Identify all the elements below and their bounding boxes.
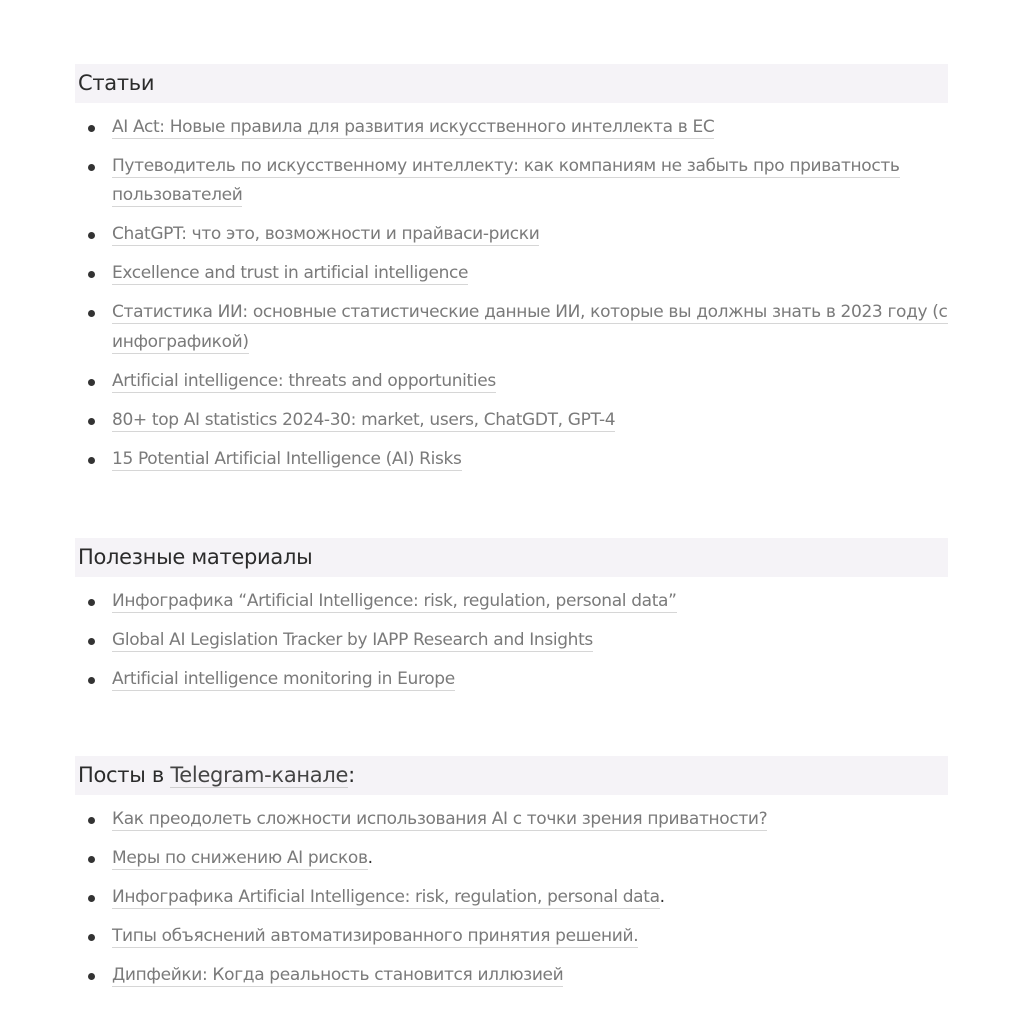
list-item	[75, 220, 948, 250]
heading-prefix: Посты в	[78, 763, 171, 787]
bullet-icon	[88, 232, 95, 239]
article-link[interactable]: Artificial intelligence: threats and opportunities	[112, 370, 496, 391]
bullet-icon	[88, 164, 95, 171]
article-link[interactable]: 15 Potential Artificial Intelligence (AI) Risks	[112, 448, 462, 469]
material-link[interactable]: Инфографика “Artificial Intelligence: risk, regulation, personal data”	[112, 590, 677, 611]
article-link[interactable]: Excellence and trust in artificial intelligence	[112, 263, 469, 283]
bullet-icon	[88, 379, 95, 386]
section-heading	[75, 756, 948, 795]
articles-list	[75, 113, 948, 475]
trailing-punctuation: .	[659, 886, 665, 907]
bullet-icon	[88, 817, 95, 824]
list-item	[75, 113, 948, 143]
list-item	[75, 883, 948, 913]
bullet-icon	[88, 125, 95, 132]
post-link[interactable]: Инфографика Artificial Intelligence: risk, regulation, personal data	[112, 886, 660, 907]
material-link[interactable]: Artificial intelligence monitoring in Europe	[112, 668, 455, 689]
bullet-icon	[88, 856, 95, 863]
list-item	[75, 961, 948, 991]
bullet-icon	[88, 895, 95, 902]
list-item	[75, 367, 948, 397]
bullet-icon	[88, 457, 95, 464]
material-link[interactable]: Global AI Legislation Tracker by IAPP Research and Insights	[112, 629, 593, 650]
section-heading: Статьи	[75, 64, 948, 103]
materials-list	[75, 587, 948, 695]
section-heading: Полезные материалы	[75, 538, 948, 577]
list-item	[75, 844, 948, 874]
section-telegram-posts	[75, 756, 948, 990]
section-useful-materials	[75, 538, 948, 694]
list-item	[75, 259, 948, 289]
article-link[interactable]: AI Act: Новые правила для развития искусственного интеллекта в ЕС	[112, 116, 715, 137]
list-item	[75, 298, 948, 357]
list-item	[75, 665, 948, 695]
post-link[interactable]: Типы объяснений автоматизированного принятия решений.	[112, 925, 639, 946]
section-articles	[75, 64, 948, 474]
list-item	[75, 626, 948, 656]
post-link[interactable]: Дипфейки: Когда реальность становится иллюзией	[112, 964, 564, 985]
list-item	[75, 805, 948, 835]
bullet-icon	[88, 677, 95, 684]
telegram-channel-link[interactable]: Telegram-канале	[170, 763, 349, 787]
article-link[interactable]: Статистика ИИ: основные статистические данные ИИ, которые вы должны знать в 2023 году (с инфографикой)	[112, 302, 948, 352]
list-item	[75, 922, 948, 952]
bullet-icon	[88, 310, 95, 317]
bullet-icon	[88, 418, 95, 425]
post-link[interactable]: Как преодолеть сложности использования AI с точки зрения приватности?	[112, 808, 768, 829]
article-link[interactable]: Путеводитель по искусственному интеллекту: как компаниям не забыть про приватность пользователей	[112, 155, 900, 205]
list-item	[75, 587, 948, 617]
article-link[interactable]: 80+ top AI statistics 2024-30: market, users, ChatGDT, GPT-4	[112, 409, 616, 430]
list-item	[75, 152, 948, 211]
bullet-icon	[88, 934, 95, 941]
posts-list	[75, 805, 948, 991]
heading-suffix: :	[348, 763, 355, 787]
bullet-icon	[88, 271, 95, 278]
post-link[interactable]: Меры по снижению AI рисков	[112, 847, 368, 868]
trailing-punctuation: .	[367, 847, 373, 868]
bullet-icon	[88, 638, 95, 645]
bullet-icon	[88, 599, 95, 606]
article-link[interactable]: ChatGPT: что это, возможности и прайваси-риски	[112, 224, 540, 244]
list-item	[75, 406, 948, 436]
list-item	[75, 445, 948, 475]
bullet-icon	[88, 973, 95, 980]
